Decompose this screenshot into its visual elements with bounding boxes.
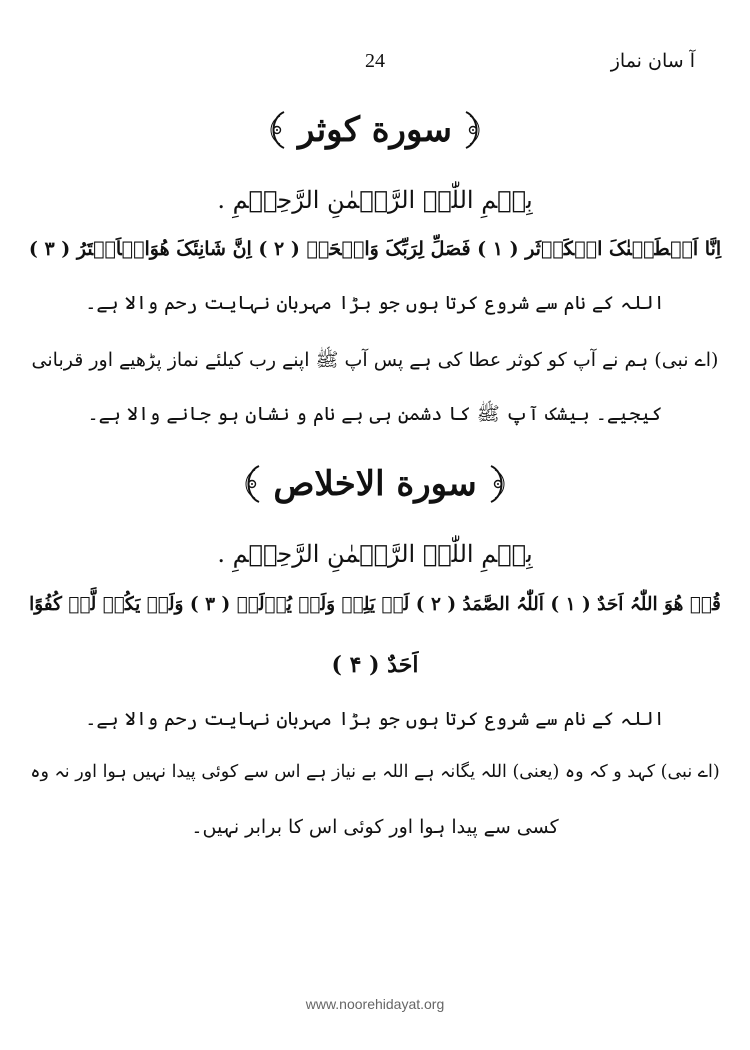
website-footer: www.noorehidayat.org [305,996,445,1012]
ikhlas-urdu-line-2: (اے نبی) کہد و کہ وہ (یعنی) اللہ یگانہ ہے اللہ بے نیاز ہے اس سے کوئی پیدا نہیں ہوا اور نہ وہ [30,762,720,782]
ikhlas-urdu-line-3: کسی سے پیدا ہوا اور کوئی اس کا برابر نہیں۔ [191,816,559,838]
ornament-right-icon [460,108,486,152]
kawthar-urdu-line-3: کیجیے۔ بیشک آپ ﷺ کا دشمن ہی بے نام و نشان ہو جانے والا ہے۔ [87,403,663,425]
ikhlas-arabic-line-2: اَحَدٌ ( ۴ ) [331,652,419,678]
ikhlas-urdu-line-1: اللہ کے نام سے شروع کرتا ہوں جو بڑا مہربان نہایت رحم والا ہے۔ [85,708,665,730]
surah-ikhlas-title: سورة الاخلاص [273,464,477,504]
ikhlas-arabic-line-1: قُلۡ ھُوَ اللّٰہُ اَحَدٌ ( ۱ ) اَللّٰہُ الصَّمَدُ ( ۲ ) لَمۡ یَلِدۡ وَلَمۡ یُوۡلَدۡ ( ۳ ) وَلَمۡ یَکُنۡ لَّہٗ کُفُوًا [29,594,721,615]
page-number: 24 [365,50,385,72]
ornament-right-icon [485,462,511,506]
ornament-left-icon [264,108,290,152]
bismillah-2: بِسۡمِ اللّٰہِ الرَّحۡمٰنِ الرَّحِیۡمِ . [217,540,533,568]
kawthar-urdu-line-2: (اے نبی) ہم نے آپ کو کوثر عطا کی ہے پس آپ ﷺ اپنے رب کیلئے نماز پڑھیے اور قربانی [31,349,719,371]
kawthar-urdu-line-1: اللہ کے نام سے شروع کرتا ہوں جو بڑا مہربان نہایت رحم والا ہے۔ [85,292,665,314]
bismillah-1: بِسۡمِ اللّٰہِ الرَّحۡمٰنِ الرَّحِیۡمِ . [217,186,533,214]
surah-ikhlas-heading [0,462,750,510]
surah-kawthar-heading [0,108,750,156]
kawthar-arabic-line-1: اِنَّا اَعۡطَیۡنٰکَ الۡکَوۡثَر ( ۱ ) فَصَلِّ لِرَبِّکَ وَانۡحَرۡ ( ۲ ) اِنَّ شَانِئَکَ ھُوَالۡاَبۡتَرُ ( ۳ ) [28,238,722,260]
ornament-left-icon [239,462,265,506]
surah-kawthar-title: سورة کوثر [297,110,453,150]
book-title: آ سان نماز [610,50,695,72]
